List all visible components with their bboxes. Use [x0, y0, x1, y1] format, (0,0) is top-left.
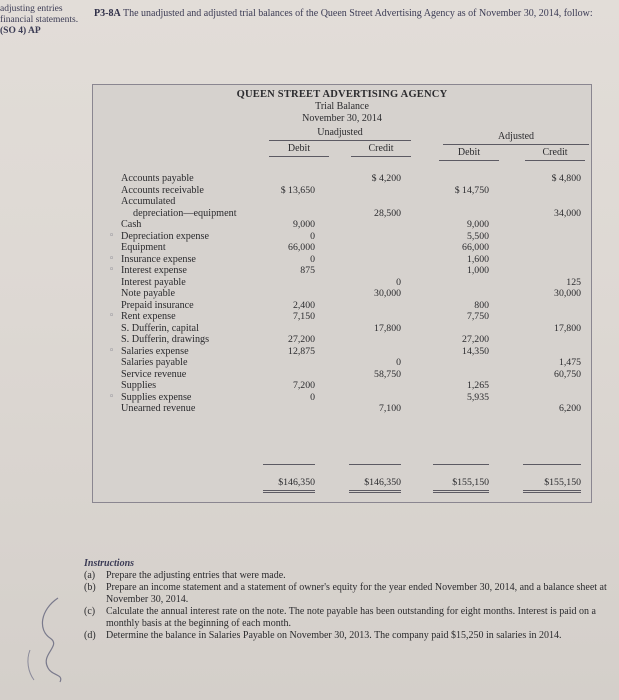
account-name: S. Dufferin, capital [121, 322, 199, 334]
adjusted-credit-amount: 1,475 [558, 357, 581, 368]
adjusted-debit-amount: 27,200 [462, 334, 489, 345]
unadjusted-debit-amount: 7,200 [292, 380, 315, 391]
unadjusted-debit-amount: 0 [310, 253, 315, 265]
column-rule [439, 160, 499, 161]
unadjusted-credit-amount: 0 [396, 357, 401, 368]
unadjusted-debit-amount: 12,875 [288, 345, 315, 357]
double-rule [523, 490, 581, 491]
adjusted-debit-amount: $ 14,750 [454, 184, 489, 196]
unadjusted-debit-header: Debit [287, 143, 311, 154]
adjusted-debit-amount: 14,350 [462, 345, 489, 357]
adjusted-debit-amount: 5,500 [466, 230, 489, 242]
account-name: depreciation—equipment [133, 207, 237, 219]
unadjusted-credit-header: Credit [368, 143, 394, 154]
adjusted-debit-amount: 5,935 [466, 391, 489, 403]
account-name: Interest payable [121, 276, 186, 288]
double-rule [523, 492, 581, 493]
account-name: Note payable [121, 288, 176, 299]
account-name: ◦ Insurance expense [109, 253, 196, 265]
double-rule [433, 490, 489, 491]
account-name: Prepaid insurance [121, 299, 194, 311]
handwritten-scribble [20, 590, 80, 690]
adjusted-debit-amount: 1,600 [466, 253, 489, 265]
adjusted-debit-amount: 7,750 [466, 311, 489, 322]
trial-balance-heading [93, 89, 591, 125]
unadjusted-credit-amount: 0 [396, 276, 401, 288]
pen-mark: ◦ [109, 253, 115, 264]
unadjusted-debit-amount: 66,000 [288, 242, 315, 253]
problem-intro [94, 8, 614, 20]
adjusted-header: Adjusted [497, 131, 535, 142]
double-rule [349, 490, 401, 491]
total-rule [523, 464, 581, 465]
adjusted-credit-amount: 60,750 [554, 368, 581, 380]
adjusted-debit-amount: 1,000 [466, 265, 489, 276]
account-name: ◦ Interest expense [109, 265, 187, 276]
adjusted-credit-amount: 34,000 [554, 207, 581, 219]
unadjusted-debit-amount: 27,200 [288, 334, 315, 345]
unadjusted-debit-amount: 2,400 [292, 299, 315, 311]
unadjusted-credit-amount: 7,100 [378, 403, 401, 414]
pen-mark: ◦ [109, 391, 115, 402]
double-rule [349, 492, 401, 493]
account-name: Equipment [121, 242, 166, 253]
pen-mark: ◦ [109, 265, 115, 275]
account-name: Accounts payable [121, 173, 194, 184]
adjusted-debit-amount: 1,265 [466, 380, 489, 391]
double-rule [263, 492, 315, 493]
instructions-title: Instructions [84, 558, 135, 569]
unadjusted-debit-amount: 0 [310, 391, 315, 403]
instructions [84, 558, 614, 642]
unadjusted-credit-amount: 17,800 [374, 322, 401, 334]
statement-title: Trial Balance [315, 101, 369, 112]
unadjusted-debit-amount: 9,000 [292, 219, 315, 230]
column-rule [269, 156, 329, 157]
margin-line: adjusting entries [0, 4, 63, 14]
instruction-item: (d) Determine the balance in Salaries Payable on November 30, 2013. The company paid $15,250 in salaries in 2014. [84, 630, 562, 641]
account-name: ◦ Salaries expense [109, 345, 189, 357]
account-name: ◦ Rent expense [109, 311, 176, 322]
unadjusted-debit-amount: 7,150 [292, 311, 315, 322]
instruction-item: (b) Prepare an income statement and a statement of owner's equity for the year ended November 30, 2014, and a balance sheet at November 30, 2014. [84, 582, 607, 605]
column-rule [525, 160, 585, 161]
trial-balance-box [92, 84, 592, 503]
account-list [109, 173, 321, 415]
adjusted-debit-amount: 66,000 [462, 242, 489, 253]
account-name: ◦ Supplies expense [109, 391, 192, 403]
account-name: Supplies [121, 380, 157, 391]
account-name: Service revenue [121, 368, 187, 380]
unadjusted-credit-amount: 28,500 [374, 207, 401, 219]
account-name: Accumulated [121, 196, 176, 207]
adjusted-debit-header: Debit [457, 147, 481, 158]
account-name: Accounts receivable [121, 184, 204, 196]
total-unadjusted-credit: $146,350 [364, 477, 401, 488]
margin-notes [0, 4, 80, 37]
double-rule [263, 490, 315, 491]
problem-number: P3-8A [94, 8, 121, 19]
total-adjusted-debit: $155,150 [452, 477, 489, 488]
unadjusted-credit-amount: 58,750 [374, 368, 401, 380]
unadjusted-credit-amount: 30,000 [374, 288, 401, 299]
total-rule [263, 464, 315, 465]
adjusted-credit-amount: 125 [566, 276, 581, 288]
account-name: Unearned revenue [121, 403, 196, 414]
account-name: S. Dufferin, drawings [121, 334, 210, 345]
account-name: Salaries payable [121, 357, 188, 368]
column-rule [351, 156, 411, 157]
unadjusted-credit-amount: $ 4,200 [371, 173, 401, 184]
statement-date: November 30, 2014 [302, 113, 382, 124]
adjusted-credit-amount: $ 4,800 [551, 173, 581, 184]
total-adjusted-credit: $155,150 [544, 477, 581, 488]
pen-mark: ◦ [109, 311, 115, 321]
adjusted-debit-amount: 9,000 [466, 219, 489, 230]
adjusted-debit-amount: 800 [474, 299, 489, 311]
margin-line: (SO 4) AP [0, 26, 41, 36]
unadjusted-debit-amount: $ 13,650 [280, 184, 315, 196]
pen-mark: ◦ [109, 230, 115, 241]
adjusted-credit-header: Credit [542, 147, 568, 158]
unadjusted-debit-amount: 875 [300, 265, 315, 276]
total-rule [349, 464, 401, 465]
company-name: QUEEN STREET ADVERTISING AGENCY [236, 89, 448, 100]
instruction-item: (a) Prepare the adjusting entries that were made. [84, 570, 286, 581]
instruction-item: (c) Calculate the annual interest rate on the note. The note payable has been outstanding for eight months. Interest is paid on a monthly basis at the beginning of each month. [84, 606, 596, 629]
margin-line: financial statements. [0, 15, 79, 25]
total-rule [433, 464, 489, 465]
double-rule [433, 492, 489, 493]
adjusted-rule [443, 144, 589, 145]
total-unadjusted-debit: $146,350 [278, 477, 315, 488]
adjusted-credit-amount: 17,800 [554, 322, 581, 334]
unadjusted-header: Unadjusted [317, 127, 363, 138]
adjusted-credit-amount: 30,000 [554, 288, 581, 299]
pen-mark: ◦ [109, 345, 115, 356]
adjusted-credit-amount: 6,200 [558, 403, 581, 414]
problem-text: The unadjusted and adjusted trial balances of the Queen Street Advertising Agency as of November 30, 2014, follow: [123, 8, 593, 19]
unadjusted-debit-amount: 0 [310, 230, 315, 242]
account-name: Cash [121, 219, 142, 230]
unadjusted-rule [269, 140, 411, 141]
account-name: ◦ Depreciation expense [109, 230, 209, 242]
